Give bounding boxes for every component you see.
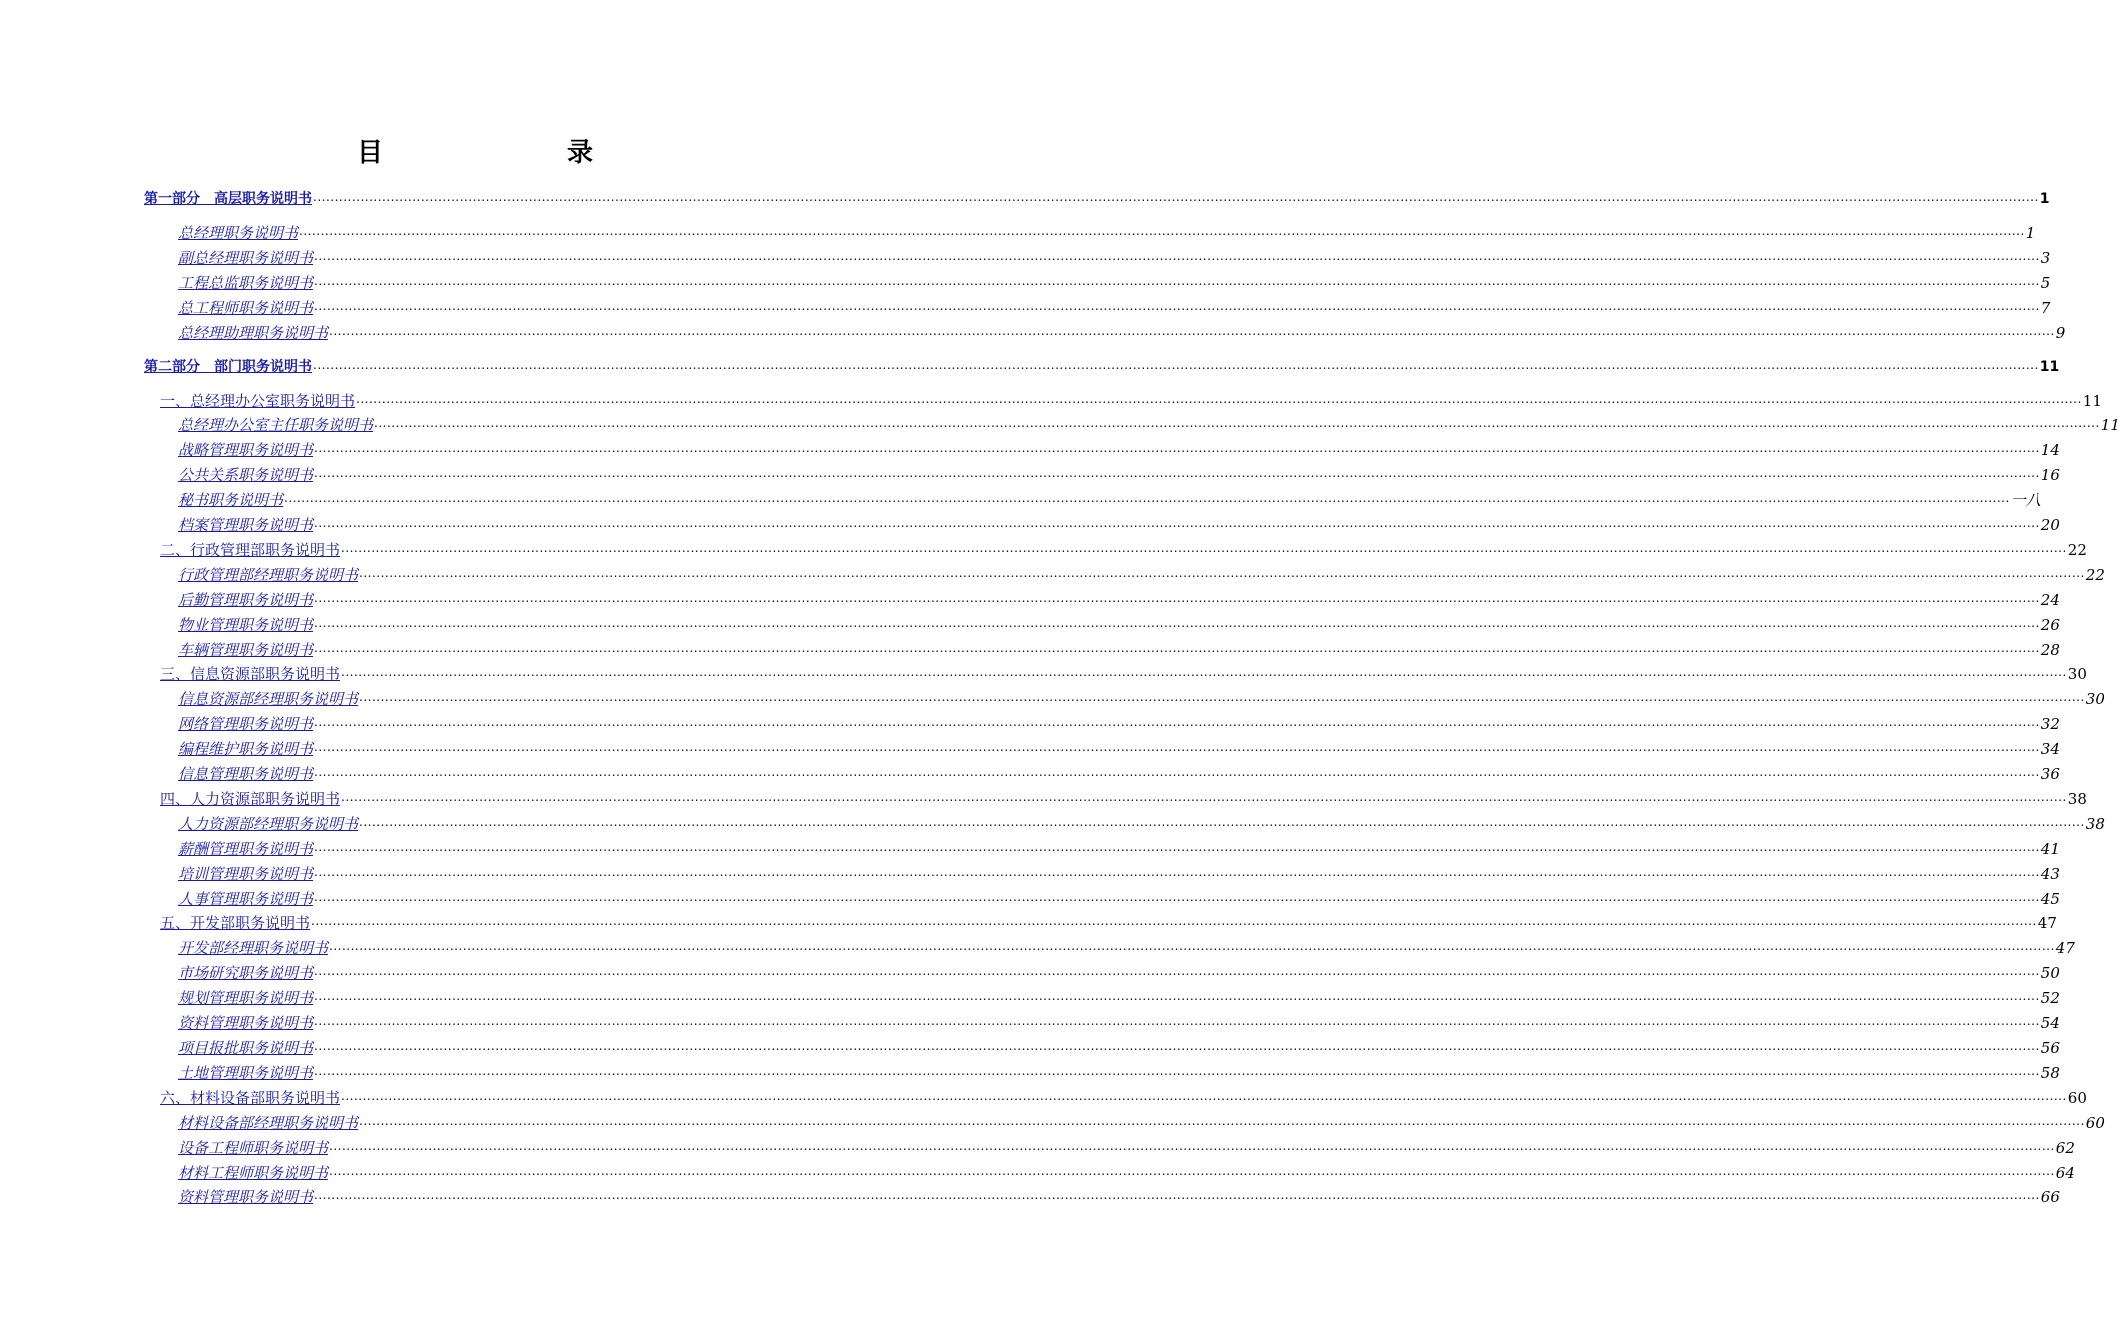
- toc-entry-label[interactable]: 六、材料设备部职务说明书: [160, 1089, 341, 1107]
- toc-entry-label[interactable]: 行政管理部经理职务说明书: [178, 566, 359, 584]
- toc-section-entry[interactable]: [144, 388, 2102, 410]
- dot-leader: ................................................................................................................................................................................................................................................................................................................................................................................................................: [341, 1089, 2067, 1103]
- toc-entry[interactable]: [144, 412, 2120, 434]
- toc-entry[interactable]: [144, 1135, 2075, 1157]
- toc-page-number: 一八: [2010, 491, 2041, 509]
- toc-entry-label[interactable]: 三、信息资源部职务说明书: [160, 665, 341, 683]
- toc-entry-label[interactable]: 市场研究职务说明书: [178, 964, 314, 982]
- dot-leader: ................................................................................................................................................................................................................................................................................................................................................................................................................: [374, 416, 2100, 430]
- toc-page-number: 11: [2039, 359, 2060, 375]
- dot-leader: ................................................................................................................................................................................................................................................................................................................................................................................................................: [359, 566, 2085, 580]
- toc-entry-label[interactable]: 四、人力资源部职务说明书: [160, 790, 341, 808]
- toc-entry-label[interactable]: 材料工程师职务说明书: [178, 1164, 329, 1182]
- toc-page-number: 22: [2085, 566, 2105, 584]
- toc-entry[interactable]: [144, 861, 2060, 883]
- toc-page-number: 7: [2040, 299, 2051, 317]
- toc-page-number: 32: [2040, 715, 2060, 733]
- toc-entry[interactable]: [144, 220, 2036, 242]
- toc-entry[interactable]: [144, 245, 2051, 267]
- toc-section-entry[interactable]: [144, 910, 2057, 932]
- dot-leader: ................................................................................................................................................................................................................................................................................................................................................................................................................: [314, 274, 2040, 288]
- toc-entry[interactable]: [144, 960, 2060, 982]
- toc-entry-label[interactable]: 档案管理职务说明书: [178, 516, 314, 534]
- toc-entry-label[interactable]: 项目报批职务说明书: [178, 1039, 314, 1057]
- dot-leader: ................................................................................................................................................................................................................................................................................................................................................................................................................: [356, 392, 2082, 406]
- toc-entry[interactable]: [144, 935, 2075, 957]
- toc-page-number: 43: [2040, 865, 2060, 883]
- dot-leader: ................................................................................................................................................................................................................................................................................................................................................................................................................: [314, 591, 2040, 605]
- dot-leader: ................................................................................................................................................................................................................................................................................................................................................................................................................: [314, 1039, 2040, 1053]
- dot-leader: ................................................................................................................................................................................................................................................................................................................................................................................................................: [329, 324, 2055, 338]
- toc-entry-label[interactable]: 薪酬管理职务说明书: [178, 840, 314, 858]
- dot-leader: ................................................................................................................................................................................................................................................................................................................................................................................................................: [329, 1139, 2055, 1153]
- toc-entry-label[interactable]: 第一部分 高层职务说明书: [144, 191, 312, 207]
- toc-entry-label[interactable]: 工程总监职务说明书: [178, 274, 314, 292]
- toc-entry-label[interactable]: 后勤管理职务说明书: [178, 591, 314, 609]
- dot-leader: ................................................................................................................................................................................................................................................................................................................................................................................................................: [341, 790, 2067, 804]
- toc-page-number: 64: [2055, 1164, 2075, 1182]
- toc-entry-label[interactable]: 车辆管理职务说明书: [178, 641, 314, 659]
- toc-entry-label[interactable]: 第二部分 部门职务说明书: [144, 359, 312, 375]
- toc-page-number: 58: [2040, 1064, 2060, 1082]
- toc-entry[interactable]: [144, 587, 2060, 609]
- dot-leader: ................................................................................................................................................................................................................................................................................................................................................................................................................: [314, 740, 2040, 754]
- dot-leader: ................................................................................................................................................................................................................................................................................................................................................................................................................: [314, 715, 2040, 729]
- dot-leader: ................................................................................................................................................................................................................................................................................................................................................................................................................: [299, 224, 2025, 238]
- toc-entry-label[interactable]: 总经理办公室主任职务说明书: [178, 416, 374, 434]
- toc-entry[interactable]: [144, 886, 2060, 908]
- toc-entry[interactable]: [144, 295, 2051, 317]
- toc-page-number: 62: [2055, 1139, 2075, 1157]
- toc-page-number: 38: [2085, 815, 2105, 833]
- toc-entry[interactable]: [144, 1110, 2105, 1132]
- dot-leader: ................................................................................................................................................................................................................................................................................................................................................................................................................: [329, 939, 2055, 953]
- toc-entry[interactable]: [144, 985, 2060, 1007]
- toc-entry[interactable]: [144, 1060, 2060, 1082]
- toc-entry[interactable]: [144, 270, 2051, 292]
- toc-entry[interactable]: [144, 1010, 2060, 1032]
- page-title: 目 录: [356, 138, 637, 168]
- toc-page-number: 26: [2040, 616, 2060, 634]
- toc-section-entry[interactable]: [144, 661, 2087, 683]
- toc-entry-label[interactable]: 网络管理职务说明书: [178, 715, 314, 733]
- toc-page-number: 22: [2067, 541, 2087, 559]
- dot-leader: ................................................................................................................................................................................................................................................................................................................................................................................................................: [314, 466, 2040, 480]
- toc-page-number: 54: [2040, 1014, 2060, 1032]
- toc-entry-label[interactable]: 信息管理职务说明书: [178, 765, 314, 783]
- toc-page-number: 9: [2055, 324, 2066, 342]
- dot-leader: ................................................................................................................................................................................................................................................................................................................................................................................................................: [311, 914, 2037, 928]
- toc-page-number: 30: [2085, 690, 2105, 708]
- dot-leader: ................................................................................................................................................................................................................................................................................................................................................................................................................: [314, 516, 2040, 530]
- toc-entry[interactable]: [144, 686, 2105, 708]
- toc-section-entry[interactable]: [144, 537, 2087, 559]
- dot-leader: ................................................................................................................................................................................................................................................................................................................................................................................................................: [341, 541, 2067, 555]
- dot-leader: ................................................................................................................................................................................................................................................................................................................................................................................................................: [314, 840, 2040, 854]
- toc-page-number: 1: [2039, 191, 2050, 207]
- dot-leader: ................................................................................................................................................................................................................................................................................................................................................................................................................: [284, 491, 2010, 505]
- toc-page-number: 5: [2040, 274, 2051, 292]
- toc-entry-label[interactable]: 二、行政管理部职务说明书: [160, 541, 341, 559]
- toc-entry[interactable]: [144, 562, 2105, 584]
- dot-leader: ................................................................................................................................................................................................................................................................................................................................................................................................................: [314, 865, 2040, 879]
- toc-page-number: 16: [2040, 466, 2060, 484]
- toc-entry-label[interactable]: 一、总经理办公室职务说明书: [160, 392, 356, 410]
- toc-page-number: 50: [2040, 964, 2060, 982]
- toc-entry[interactable]: [144, 1184, 2060, 1206]
- dot-leader: ................................................................................................................................................................................................................................................................................................................................................................................................................: [314, 765, 2040, 779]
- dot-leader: ................................................................................................................................................................................................................................................................................................................................................................................................................: [314, 890, 2040, 904]
- toc-page-number: 66: [2040, 1188, 2060, 1206]
- dot-leader: ................................................................................................................................................................................................................................................................................................................................................................................................................: [314, 1064, 2040, 1078]
- toc-part-heading[interactable]: [144, 186, 2050, 208]
- toc-entry-label[interactable]: 土地管理职务说明书: [178, 1064, 314, 1082]
- toc-entry-label[interactable]: 规划管理职务说明书: [178, 989, 314, 1007]
- toc-entry-label[interactable]: 信息资源部经理职务说明书: [178, 690, 359, 708]
- toc-entry-label[interactable]: 编程维护职务说明书: [178, 740, 314, 758]
- toc-entry-label[interactable]: 培训管理职务说明书: [178, 865, 314, 883]
- toc-entry-label[interactable]: 秘书职务说明书: [178, 491, 284, 509]
- toc-page-number: 24: [2040, 591, 2060, 609]
- dot-leader: ................................................................................................................................................................................................................................................................................................................................................................................................................: [313, 358, 2039, 372]
- dot-leader: ................................................................................................................................................................................................................................................................................................................................................................................................................: [341, 665, 2067, 679]
- toc-page-number: 47: [2055, 939, 2075, 957]
- dot-leader: ................................................................................................................................................................................................................................................................................................................................................................................................................: [314, 1188, 2040, 1202]
- toc-entry-label[interactable]: 战略管理职务说明书: [178, 441, 314, 459]
- toc-entry-label[interactable]: 总工程师职务说明书: [178, 299, 314, 317]
- toc-page-number: 3: [2040, 249, 2051, 267]
- toc-page-number: 41: [2040, 840, 2060, 858]
- toc-page-number: 56: [2040, 1039, 2060, 1057]
- toc-entry[interactable]: [144, 736, 2060, 758]
- toc-page-number: 28: [2040, 641, 2060, 659]
- dot-leader: ................................................................................................................................................................................................................................................................................................................................................................................................................: [314, 616, 2040, 630]
- toc-entry[interactable]: [144, 761, 2060, 783]
- dot-leader: ................................................................................................................................................................................................................................................................................................................................................................................................................: [314, 1014, 2040, 1028]
- toc-entry-label[interactable]: 五、开发部职务说明书: [160, 914, 311, 932]
- toc-entry[interactable]: [144, 320, 2066, 342]
- dot-leader: ................................................................................................................................................................................................................................................................................................................................................................................................................: [314, 641, 2040, 655]
- toc-entry[interactable]: [144, 637, 2060, 659]
- toc-entry[interactable]: [144, 487, 2041, 509]
- toc-part-heading[interactable]: [144, 354, 2060, 376]
- toc-page-number: 36: [2040, 765, 2060, 783]
- toc-entry[interactable]: [144, 711, 2060, 733]
- toc-entry-label[interactable]: 资料管理职务说明书: [178, 1014, 314, 1032]
- toc-entry[interactable]: [144, 612, 2060, 634]
- dot-leader: ................................................................................................................................................................................................................................................................................................................................................................................................................: [359, 815, 2085, 829]
- toc-page-number: 38: [2067, 790, 2087, 808]
- dot-leader: ................................................................................................................................................................................................................................................................................................................................................................................................................: [314, 964, 2040, 978]
- dot-leader: ................................................................................................................................................................................................................................................................................................................................................................................................................: [359, 690, 2085, 704]
- toc-page-number: 11: [2100, 416, 2120, 434]
- dot-leader: ................................................................................................................................................................................................................................................................................................................................................................................................................: [314, 249, 2040, 263]
- toc-entry[interactable]: [144, 1160, 2075, 1182]
- toc-entry-label[interactable]: 人力资源部经理职务说明书: [178, 815, 359, 833]
- toc-page-number: 60: [2067, 1089, 2087, 1107]
- toc-page-number: 30: [2067, 665, 2087, 683]
- dot-leader: ................................................................................................................................................................................................................................................................................................................................................................................................................: [314, 299, 2040, 313]
- toc-page-number: 14: [2040, 441, 2060, 459]
- toc-entry[interactable]: [144, 462, 2060, 484]
- toc-entry[interactable]: [144, 512, 2060, 534]
- toc-entry[interactable]: [144, 1035, 2060, 1057]
- dot-leader: ................................................................................................................................................................................................................................................................................................................................................................................................................: [359, 1114, 2085, 1128]
- toc-entry-label[interactable]: 开发部经理职务说明书: [178, 939, 329, 957]
- dot-leader: ................................................................................................................................................................................................................................................................................................................................................................................................................: [313, 190, 2039, 204]
- dot-leader: ................................................................................................................................................................................................................................................................................................................................................................................................................: [329, 1164, 2055, 1178]
- toc-entry-label[interactable]: 副总经理职务说明书: [178, 249, 314, 267]
- toc-page-number: 52: [2040, 989, 2060, 1007]
- toc-page-number: 47: [2037, 914, 2057, 932]
- dot-leader: ................................................................................................................................................................................................................................................................................................................................................................................................................: [314, 989, 2040, 1003]
- toc-entry-label[interactable]: 总经理职务说明书: [178, 224, 299, 242]
- toc-entry-label[interactable]: 公共关系职务说明书: [178, 466, 314, 484]
- toc-entry-label[interactable]: 物业管理职务说明书: [178, 616, 314, 634]
- toc-entry-label[interactable]: 材料设备部经理职务说明书: [178, 1114, 359, 1132]
- toc-entry[interactable]: [144, 836, 2060, 858]
- toc-page-number: 1: [2025, 224, 2036, 242]
- toc-page-number: 34: [2040, 740, 2060, 758]
- toc-entry-label[interactable]: 总经理助理职务说明书: [178, 324, 329, 342]
- toc-page-number: 20: [2040, 516, 2060, 534]
- toc-section-entry[interactable]: [144, 786, 2087, 808]
- toc-page-number: 11: [2082, 392, 2102, 410]
- toc-entry-label[interactable]: 设备工程师职务说明书: [178, 1139, 329, 1157]
- dot-leader: ................................................................................................................................................................................................................................................................................................................................................................................................................: [314, 441, 2040, 455]
- toc-section-entry[interactable]: [144, 1085, 2087, 1107]
- toc-entry-label[interactable]: 资料管理职务说明书: [178, 1188, 314, 1206]
- toc-entry[interactable]: [144, 437, 2060, 459]
- toc-page-number: 60: [2085, 1114, 2105, 1132]
- toc-entry[interactable]: [144, 811, 2105, 833]
- toc-entry-label[interactable]: 人事管理职务说明书: [178, 890, 314, 908]
- toc-page-number: 45: [2040, 890, 2060, 908]
